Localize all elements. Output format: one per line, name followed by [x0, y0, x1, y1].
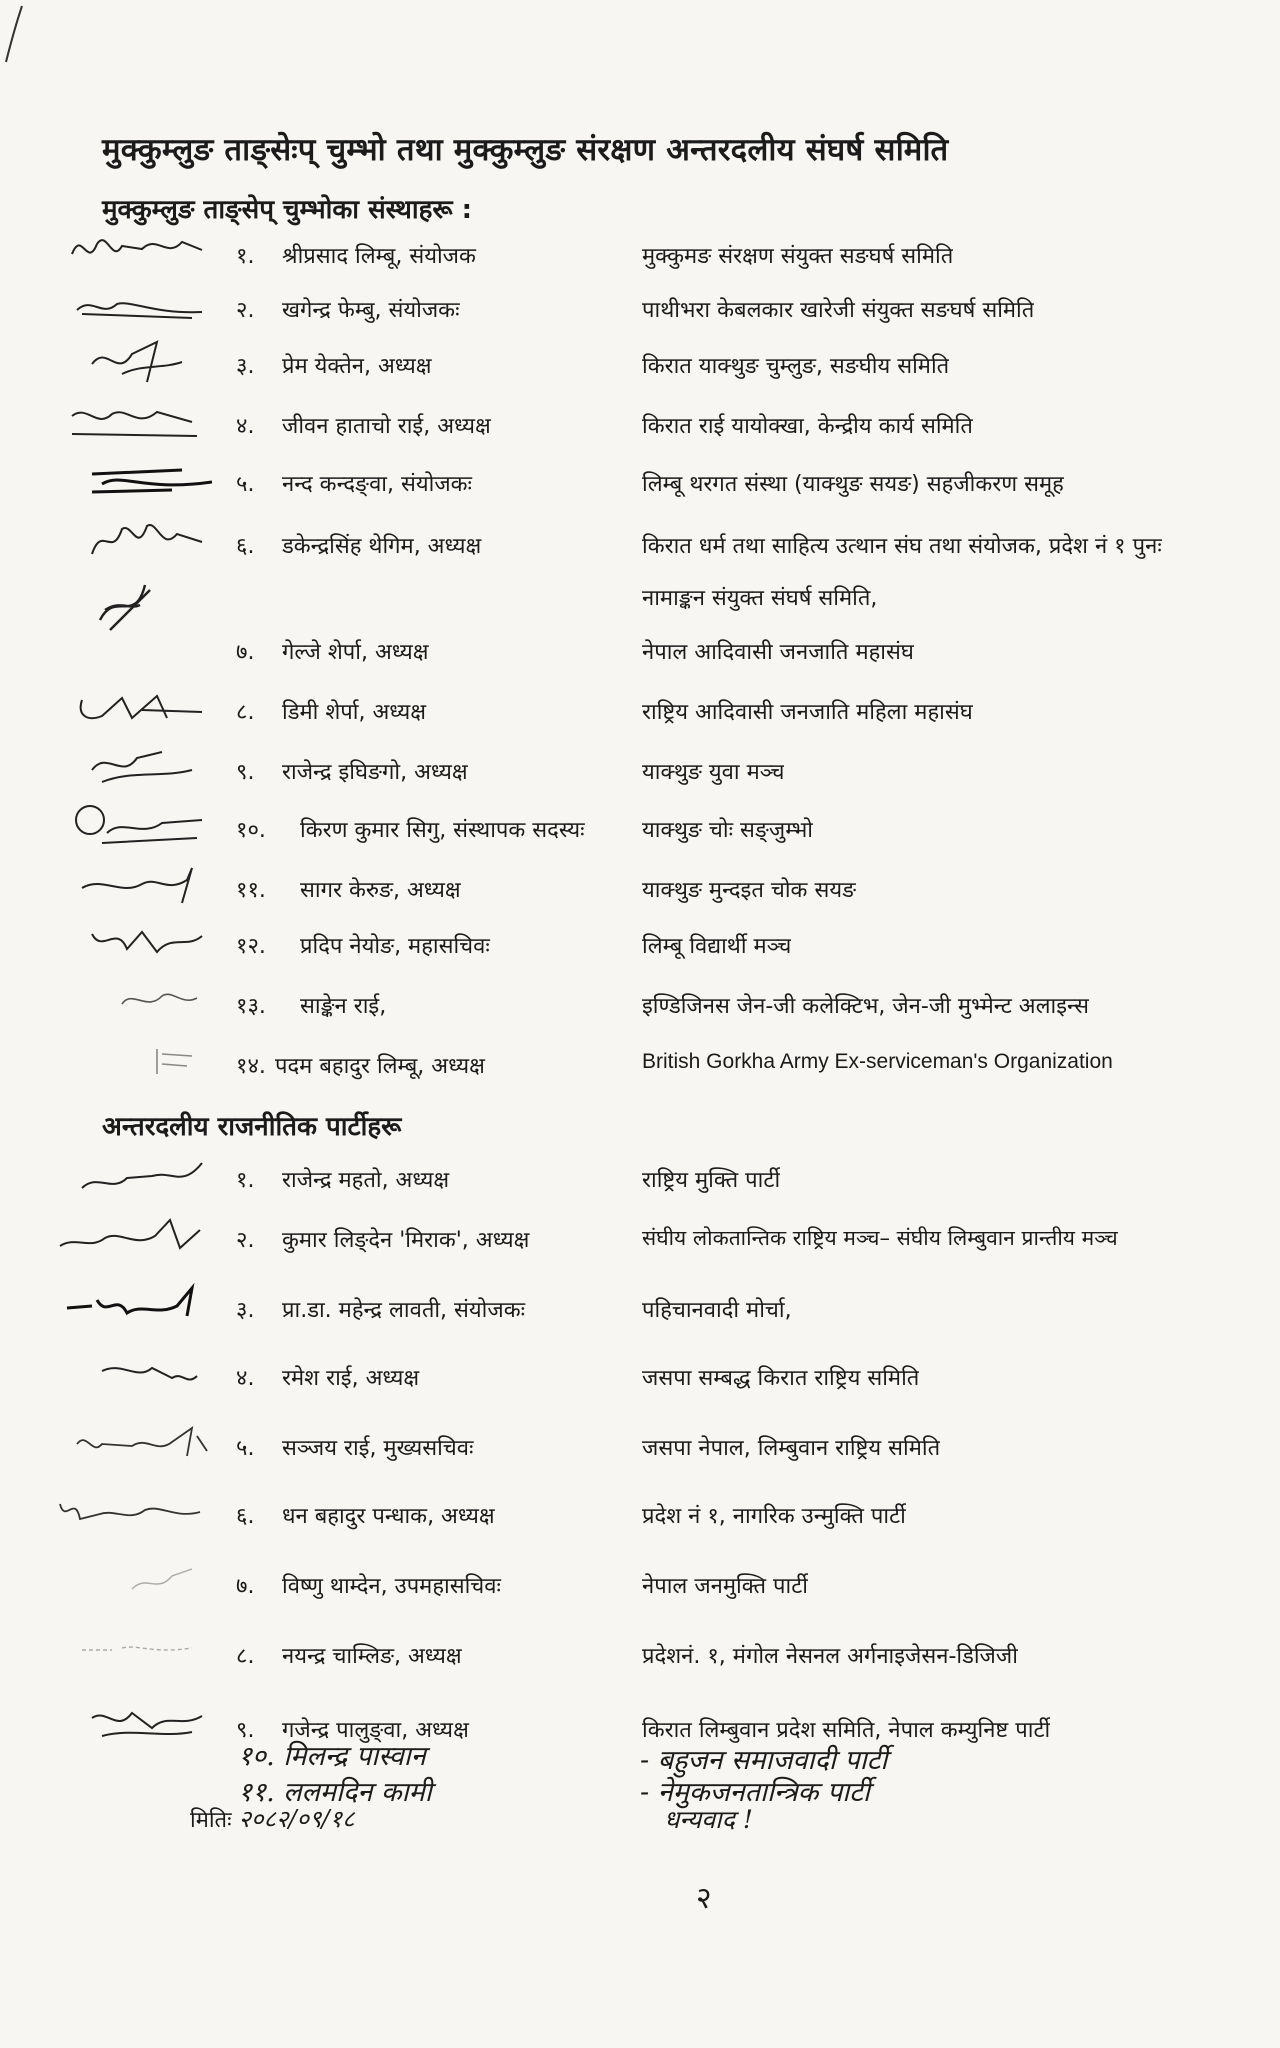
date-label: मितिः: [190, 1808, 232, 1833]
organization-name: याक्थुङ चोः सङ्जुम्भो: [642, 818, 814, 843]
list-item: [0, 464, 1280, 512]
organization-name: याक्थुङ मुन्दइत चोक सयङ: [642, 878, 857, 903]
signature: [62, 914, 212, 966]
list-item: [0, 1358, 1280, 1406]
member-name: डकेन्द्रसिंह थेगिम, अध्यक्ष: [282, 534, 482, 559]
organization-name: पहिचानवादी मोर्चा,: [642, 1298, 792, 1323]
member-name: राजेन्द्र इघिङगो, अध्यक्ष: [282, 760, 468, 785]
handwritten-line-10: १०. मिलन्द्र पास्वान: [238, 1741, 426, 1772]
signature: [62, 334, 212, 386]
item-number: ९.: [236, 1718, 255, 1743]
organization-name-continued: नामाङ्कन संयुक्त संघर्ष समिति,: [642, 586, 878, 611]
list-item: [0, 926, 1280, 974]
list-item: [0, 1220, 1280, 1268]
member-name: श्रीप्रसाद लिम्बू, संयोजक: [282, 244, 476, 269]
list-item: [0, 290, 1280, 338]
item-number: ३.: [236, 354, 255, 379]
organization-name: राष्ट्रिय आदिवासी जनजाति महिला महासंघ: [642, 700, 973, 725]
organization-name: इण्डिजिनस जेन-जी कलेक्टिभ, जेन-जी मुभ्मेन्ट अलाइन्स: [642, 994, 1089, 1019]
member-name: राजेन्द्र महतो, अध्यक्ष: [282, 1168, 450, 1193]
handwritten-line-11: ११. ललमदिन कामी: [238, 1777, 432, 1808]
item-number: ७.: [236, 1574, 255, 1599]
handwritten-party-2: - नेमुकजनतान्त्रिक पार्टी: [640, 1777, 870, 1808]
list-item: [0, 1160, 1280, 1208]
member-name: विष्णु थाम्देन, उपमहासचिवः: [282, 1574, 501, 1599]
handwritten-party-1: - बहुजन समाजवादी पार्टी: [640, 1745, 888, 1776]
list-item: [0, 870, 1280, 918]
item-number: १२.: [236, 934, 266, 959]
item-number: ७.: [236, 640, 255, 665]
signature: [62, 798, 212, 850]
item-number: ११.: [236, 878, 266, 903]
list-item: [0, 692, 1280, 740]
member-name: सागर केरुङ, अध्यक्ष: [300, 878, 461, 903]
organization-name: प्रदेशनं. १, मंगोल नेसनल अर्गनाइजेसन-डिजिजी: [642, 1644, 1018, 1669]
item-number: १.: [236, 1168, 255, 1193]
list-item: [0, 810, 1280, 858]
item-number: ४.: [236, 414, 255, 439]
organization-name: किरात लिम्बुवान प्रदेश समिति, नेपाल कम्युनिष्ट पार्टी: [642, 1718, 1051, 1743]
date-line: [190, 1802, 355, 1835]
signature: [62, 514, 212, 566]
list-item: [0, 236, 1280, 284]
list-item: [0, 1290, 1280, 1338]
list-item: [0, 1636, 1280, 1684]
item-number: १३.: [236, 994, 266, 1019]
list-item: [0, 346, 1280, 394]
item-number: १०.: [236, 818, 266, 843]
signature: [62, 224, 212, 276]
member-name: नयन्द्र चाम्लिङ, अध्यक्ष: [282, 1644, 462, 1669]
organization-name: नेपाल आदिवासी जनजाति महासंघ: [642, 640, 914, 665]
member-name: किरण कुमार सिगु, संस्थापक सदस्यः: [300, 818, 585, 843]
item-number: ३.: [236, 1298, 255, 1323]
member-name: कुमार लिङ्देन 'मिराक', अध्यक्ष: [282, 1228, 530, 1253]
organization-name: याक्थुङ युवा मञ्च: [642, 760, 785, 785]
list-item: [0, 986, 1280, 1034]
date-value: २०८२/०९/१८: [238, 1805, 355, 1833]
member-name: प्रा.डा. महेन्द्र लावती, संयोजकः: [282, 1298, 526, 1323]
parties-heading: अन्तरदलीय राजनीतिक पार्टीहरू: [102, 1112, 402, 1142]
signature: [62, 1698, 212, 1750]
organization-name: लिम्बू थरगत संस्था (याक्थुङ सयङ) सहजीकरण समूह: [642, 472, 1064, 497]
signature: [62, 974, 212, 1026]
organization-name: British Gorkha Army Ex-serviceman's Organization: [642, 1050, 1113, 1073]
item-number: ४.: [236, 1366, 255, 1391]
item-number: २.: [236, 1228, 255, 1253]
member-name: नन्द कन्दङ्वा, संयोजकः: [282, 472, 472, 497]
corner-pen-mark: [0, 0, 40, 80]
item-number: २.: [236, 298, 255, 323]
list-item: [0, 1428, 1280, 1476]
item-number: ८.: [236, 700, 255, 725]
signature: [55, 1208, 205, 1260]
organization-name: मुक्कुमङ संरक्षण संयुक्त सङघर्ष समिति: [642, 244, 954, 269]
item-number: १.: [236, 244, 255, 269]
list-item: [0, 752, 1280, 800]
organization-name: राष्ट्रिय मुक्ति पार्टी: [642, 1168, 781, 1193]
item-number: १४.: [236, 1054, 266, 1079]
signature: [62, 1148, 212, 1200]
document-title: मुक्कुम्लुङ ताङ्सेःप् चुम्भो तथा मुक्कुम्लुङ संरक्षण अन्तरदलीय संघर्ष समिति: [102, 132, 949, 168]
signature: [62, 1624, 212, 1676]
organization-name: किरात राई यायोक्खा, केन्द्रीय कार्य समिति: [642, 414, 973, 439]
organizations-heading: मुक्कुम्लुङ ताङ्सेप् चुम्भोका संस्थाहरू :: [102, 195, 473, 225]
member-name: सञ्जय राई, मुख्यसचिवः: [282, 1436, 474, 1461]
list-item: [0, 632, 1280, 680]
signature: [62, 278, 212, 330]
organization-name: लिम्बू विद्यार्थी मञ्च: [642, 934, 792, 959]
member-name: डिमी शेर्पा, अध्यक्ष: [282, 700, 427, 725]
list-item: [0, 1046, 1280, 1094]
signature: [62, 1278, 212, 1330]
member-name: खगेन्द्र फेम्बु, संयोजकः: [282, 298, 460, 323]
member-name: जीवन हाताचो राई, अध्यक्ष: [282, 414, 491, 439]
item-number: ८.: [236, 1644, 255, 1669]
member-name: गजेन्द्र पालुङ्वा, अध्यक्ष: [282, 1718, 469, 1743]
signature: [62, 394, 212, 446]
list-item: [0, 1496, 1280, 1544]
organization-name: किरात धर्म तथा साहित्य उत्थान संघ तथा संयोजक, प्रदेश नं १ पुनः: [642, 534, 1162, 559]
signature: [62, 858, 212, 910]
page-number: २: [696, 1881, 712, 1916]
signature: [62, 452, 212, 504]
signature: [62, 1416, 212, 1468]
signature: [90, 570, 170, 640]
signature: [62, 1034, 212, 1086]
item-number: ९.: [236, 760, 255, 785]
organization-name: पाथीभरा केबलकार खारेजी संयुक्त सङघर्ष समिति: [642, 298, 1035, 323]
member-name: साङ्केन राई,: [300, 994, 387, 1019]
organization-name: नेपाल जनमुक्ति पार्टी: [642, 1574, 809, 1599]
item-number: ६.: [236, 1504, 255, 1529]
organization-name: प्रदेश नं १, नागरिक उन्मुक्ति पार्टी: [642, 1504, 906, 1529]
item-number: ५.: [236, 1436, 255, 1461]
item-number: ६.: [236, 534, 255, 559]
organization-name: किरात याक्थुङ चुम्लुङ, सङघीय समिति: [642, 354, 950, 379]
member-name: प्रदिप नेयोङ, महासचिवः: [300, 934, 490, 959]
signature: [62, 740, 212, 792]
member-name: पदम बहादुर लिम्बू, अध्यक्ष: [275, 1054, 485, 1079]
list-item: [0, 526, 1280, 574]
signature: [62, 1346, 212, 1398]
handwritten-thanks: धन्यवाद !: [664, 1805, 753, 1834]
organization-name: जसपा सम्बद्ध किरात राष्ट्रिय समिति: [642, 1366, 920, 1391]
member-name: गेल्जे शेर्पा, अध्यक्ष: [282, 640, 429, 665]
member-name: प्रेम येक्तेन, अध्यक्ष: [282, 354, 432, 379]
member-name: धन बहादुर पन्धाक, अध्यक्ष: [282, 1504, 495, 1529]
organization-name: जसपा नेपाल, लिम्बुवान राष्ट्रिय समिति: [642, 1436, 941, 1461]
signature: [62, 680, 212, 732]
item-number: ५.: [236, 472, 255, 497]
organization-name: संघीय लोकतान्तिक राष्ट्रिय मञ्च– संघीय लिम्बुवान प्रान्तीय मञ्च: [642, 1226, 1118, 1250]
signature: [55, 1484, 205, 1536]
list-item: [0, 1566, 1280, 1614]
member-name: रमेश राई, अध्यक्ष: [282, 1366, 420, 1391]
list-item: [0, 406, 1280, 454]
signature: [62, 1554, 212, 1606]
